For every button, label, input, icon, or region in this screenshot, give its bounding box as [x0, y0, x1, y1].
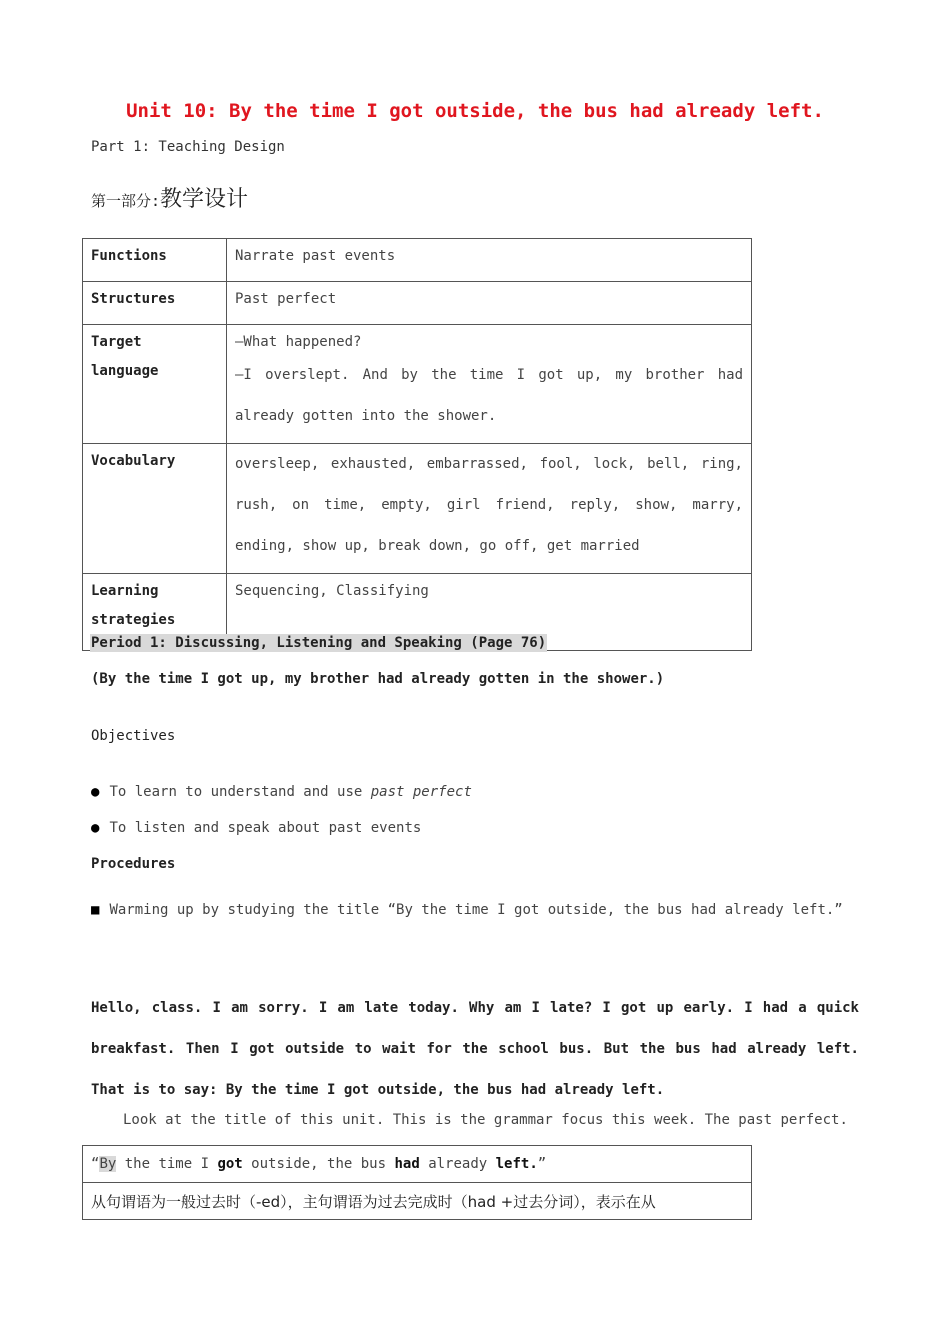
- vocabulary-label: Vocabulary: [83, 444, 227, 574]
- teaching-design-table: [82, 238, 752, 651]
- warming-up-step: [91, 890, 859, 931]
- structures-value: Past perfect: [227, 282, 752, 325]
- grammar-focus-note: Look at the title of this unit. This is the grammar focus this week. The past perfect.: [123, 1112, 848, 1128]
- table-row-vocabulary: [83, 444, 752, 574]
- word-left: left.: [495, 1156, 538, 1172]
- strategies-label-line-1: Learning: [91, 583, 159, 599]
- part-heading-en: Part 1: Teaching Design: [91, 139, 285, 155]
- strategies-label-line-2: strategies: [91, 612, 176, 628]
- strategies-value: Sequencing, Classifying: [227, 574, 752, 651]
- sentence-part: already: [419, 1156, 496, 1172]
- word-by: By: [99, 1156, 117, 1172]
- part-heading-cn: [91, 182, 248, 213]
- page-title: Unit 10: By the time I got outside, the bus had already left.: [126, 100, 824, 122]
- sentence-part: the time I: [116, 1156, 218, 1172]
- objective-text: To listen and speak about past events: [109, 820, 422, 836]
- explanation-row: [83, 1183, 752, 1220]
- target-label-line-1: Target: [91, 334, 142, 350]
- part-heading-cn-prefix: 第一部分:: [91, 192, 161, 210]
- functions-value: Narrate past events: [227, 239, 752, 282]
- sentence-part: outside, the bus: [242, 1156, 395, 1172]
- structures-label: Structures: [83, 282, 227, 325]
- target-language-value: [227, 325, 752, 444]
- objective-text: To learn to understand and use: [109, 784, 371, 800]
- vocabulary-value: oversleep, exhausted, embarrassed, fool, lock, bell, ring, rush, on time, empty, girl friend, reply, show, marry, ending, show up, break down, go off, get married: [227, 444, 752, 574]
- example-sentence-row: [83, 1146, 752, 1183]
- table-row-structures: [83, 282, 752, 325]
- word-got: got: [217, 1156, 243, 1172]
- example-box: [82, 1145, 752, 1220]
- bullet-icon: ●: [91, 820, 100, 836]
- grammar-explanation: 从句谓语为一般过去时（-ed），主句谓语为过去完成时（had +过去分词），表示在从: [83, 1183, 752, 1220]
- close-quote: ”: [537, 1156, 547, 1172]
- word-had: had: [394, 1156, 420, 1172]
- table-row-functions: [83, 239, 752, 282]
- square-bullet-icon: ■: [91, 902, 100, 918]
- objective-item: [91, 820, 421, 836]
- objectives-heading: Objectives: [91, 728, 176, 744]
- objective-item: [91, 784, 472, 800]
- open-quote: “: [91, 1156, 100, 1172]
- functions-label: Functions: [83, 239, 227, 282]
- table-row-target-language: [83, 325, 752, 444]
- target-line-question: —What happened?: [235, 334, 362, 350]
- target-label-line-2: language: [91, 363, 159, 379]
- period-heading: Period 1: Discussing, Listening and Speaking (Page 76): [91, 635, 547, 651]
- bullet-icon: ●: [91, 784, 100, 800]
- target-language-label: [83, 325, 227, 444]
- warming-up-text: Warming up by studying the title “By the time I got outside, the bus had already left.”: [109, 902, 843, 918]
- period-example: (By the time I got up, my brother had already gotten in the shower.): [91, 671, 665, 687]
- teacher-talk: Hello, class. I am sorry. I am late today. Why am I late? I got up early. I had a quick breakfast. Then I got outside to wait for the school bus. But the bus had already left. That is to say: By the time I got outside, the bus had already left.: [91, 1000, 859, 1098]
- example-sentence: [83, 1146, 752, 1183]
- procedures-heading: Procedures: [91, 856, 176, 872]
- part-heading-cn-main: 教学设计: [160, 187, 249, 212]
- objective-emphasis: past perfect: [370, 784, 472, 800]
- target-line-answer: —I overslept. And by the time I got up, my brother had already gotten into the shower.: [235, 367, 743, 424]
